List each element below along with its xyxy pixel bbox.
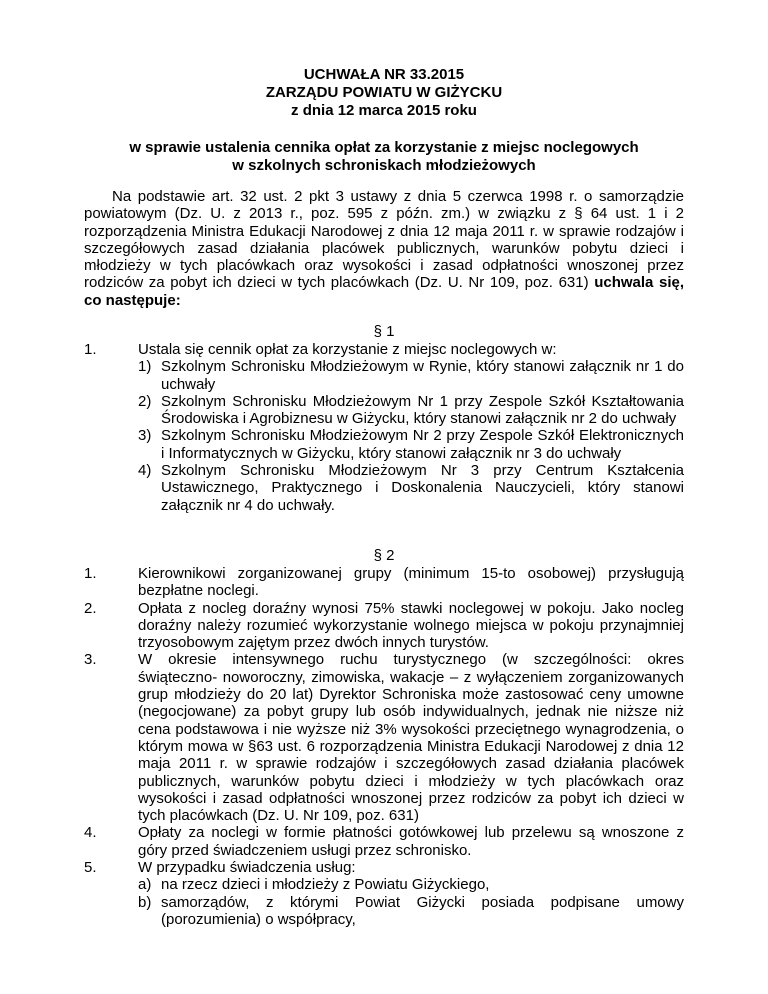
subitem-text: Szkolnym Schronisku Młodzieżowym Nr 1 przy Zespole Szkół Kształtowania Środowiska i Agrobiznesu w Giżycku, który stanowi załącznik nr 2 do uchwały: [161, 392, 684, 428]
subitem-text: Szkolnym Schronisku Młodzieżowym Nr 2 przy Zespole Szkół Elektronicznych i Informatycznych w Giżycku, który stanowi załącznik nr 3 do uchwały: [161, 427, 684, 462]
item-text: W okresie intensywnego ruchu turystycznego (w szczególności: okres świąteczno- noworoczny, zimowiska, wakacje – z wyłączeniem zorganizowanych grup młodzieży do 20 lat) Dyrektor Schroniska może zastosować ceny umowne (negocjowane) za pobyt grupy lub osób indywidualnych, jednak nie niższe niż cena podstawowa i nie wyższe niż 3% wysokości przeciętnego wynagrodzenia, o którym mowa w §63 ust. 6 rozporządzenia Ministra Edukacji Narodowej z dnia 12 maja 2011 r. w sprawie rodzajów i szczegółowych zasad działania placówek publicznych, warunków pobytu dzieci i młodzieży w tych placówkach oraz wysokości i zasad odpłatności wnoszonej przez rodziców za pobyt ich dzieci w tych placówkach (Dz. U. Nr 109, poz. 631): [138, 651, 684, 825]
subject-line-1: w sprawie ustalenia cennika opłat za korzystanie z miejsc noclegowych: [129, 139, 639, 156]
section-2-subitem: [138, 876, 684, 893]
resolution-number: UCHWAŁA NR 33.2015: [303, 66, 465, 83]
section-2-item: [84, 859, 684, 876]
subitem-label: 4): [138, 462, 152, 480]
subitem-label: a): [138, 876, 152, 894]
section-1-subitem: [138, 427, 684, 462]
subitem-label: 2): [138, 392, 152, 410]
section-1-body: [84, 341, 684, 514]
item-number: 3.: [84, 651, 97, 669]
section-2-item: [84, 600, 684, 652]
section-2-item: [84, 824, 684, 859]
preamble-resolves: uchwala się, co następuje:: [84, 274, 685, 309]
subitem-label: b): [138, 893, 152, 911]
section-1-item: [84, 341, 684, 358]
section-1-subitem: [138, 358, 684, 393]
subitem-label: 1): [138, 358, 152, 376]
resolution-header: [0, 66, 768, 120]
item-text: Kierownikowi zorganizowanej grupy (minimum 15-to osobowej) przysługują bezpłatne noclegi.: [138, 565, 684, 600]
preamble: [84, 188, 684, 309]
section-1-heading: § 1: [373, 323, 395, 340]
issuing-body: ZARZĄDU POWIATU W GIŻYCKU: [265, 84, 503, 101]
item-number: 2.: [84, 599, 97, 617]
section-2-subitem: [138, 894, 684, 929]
section-1-subitem: [138, 393, 684, 428]
subitem-text: Szkolnym Schronisku Młodzieżowym w Rynie, który stanowi załącznik nr 1 do uchwały: [161, 358, 684, 393]
section-2-heading: § 2: [373, 547, 395, 564]
section-1-subitem: [138, 462, 684, 514]
item-number: 1.: [84, 341, 97, 358]
subitem-text: samorządów, z którymi Powiat Giżycki posiada podpisane umowy (porozumienia) o współpracy,: [161, 893, 684, 928]
subitem-text: na rzecz dzieci i młodzieży z Powiatu Giżyckiego,: [161, 876, 490, 894]
item-text: Ustala się cennik opłat za korzystanie z miejsc noclegowych w:: [138, 341, 557, 358]
item-number: 5.: [84, 859, 97, 877]
item-text: Opłata z nocleg doraźny wynosi 75% stawki noclegowej w pokoju. Jako nocleg doraźny należy rozumieć wykorzystanie wolnego miejsca w pokoju przynajmniej trzyosobowym zajętym przez dwóch innych turystów.: [138, 599, 684, 652]
item-text: Opłaty za noclegi w formie płatności gotówkowej lub przelewu są wnoszone z góry przed świadczeniem usługi przez schronisko.: [138, 824, 684, 859]
section-2-body: [84, 565, 684, 928]
item-text: W przypadku świadczenia usług:: [138, 859, 356, 877]
item-number: 1.: [84, 565, 97, 582]
subitem-label: 3): [138, 427, 152, 445]
subitem-text: Szkolnym Schronisku Młodzieżowym Nr 3 przy Centrum Kształcenia Ustawicznego, Praktycznego i Doskonalenia Nauczycieli, który stanowi załącznik nr 4 do uchwały.: [161, 462, 684, 514]
preamble-text: Na podstawie art. 32 ust. 2 pkt 3 ustawy z dnia 5 czerwca 1998 r. o samorządzie powiatowym (Dz. U. z 2013 r., poz. 595 z późn. zm.) w związku z § 64 ust. 1 i 2 rozporządzenia Ministra Edukacji Narodowej z dnia 12 maja 2011 r. w sprawie rodzajów i szczegółowych zasad działania placówek publicznych, warunków pobytu dzieci i młodzieży w tych placówkach oraz wysokości i zasad odpłatności wnoszonej przez rodziców za pobyt ich dzieci w tych placówkach (Dz. U. Nr 109, poz. 631): [84, 188, 684, 292]
resolution-subject: [0, 139, 768, 175]
section-2-item: [84, 565, 684, 600]
resolution-date: z dnia 12 marca 2015 roku: [291, 102, 477, 119]
subject-line-2: w szkolnych schroniskach młodzieżowych: [232, 157, 536, 174]
item-number: 4.: [84, 824, 97, 842]
section-2-item: [84, 651, 684, 824]
